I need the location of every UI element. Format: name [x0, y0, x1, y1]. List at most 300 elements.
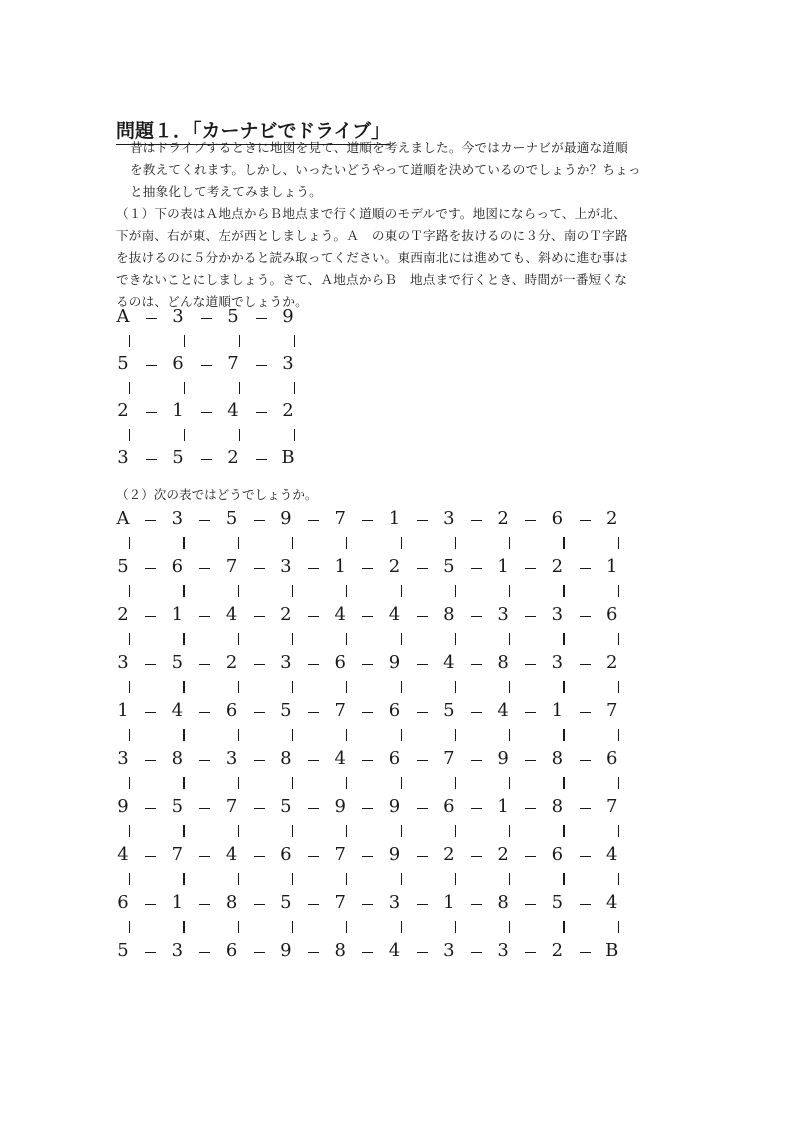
road-east-west	[471, 712, 482, 713]
road-east-west	[417, 664, 428, 665]
road-north-south	[563, 633, 564, 645]
road-east-west	[362, 664, 373, 665]
road-north-south	[238, 681, 239, 693]
road-east-west	[525, 712, 536, 713]
road-east-west	[580, 616, 591, 617]
road-east-west	[471, 952, 482, 953]
road-north-south	[129, 873, 130, 885]
road-east-west	[362, 952, 373, 953]
grid-cell: 2	[117, 400, 129, 421]
intro-line: と抽象化して考えてみましょう。	[130, 184, 322, 199]
grid-cell: 7	[227, 353, 239, 374]
grid-cell: 5	[227, 306, 239, 327]
grid-cell: 5	[443, 700, 455, 721]
grid-cell: 8	[497, 652, 509, 673]
grid-cell: 7	[225, 796, 238, 817]
grid-cell: 1	[443, 892, 455, 913]
grid-cell: 3	[171, 940, 184, 961]
grid-cell: 1	[334, 556, 346, 577]
grid-cell: 4	[388, 940, 401, 961]
grid-cell: 6	[334, 652, 346, 673]
road-north-south	[292, 633, 293, 645]
grid-cell: 9	[117, 796, 129, 817]
road-north-south	[238, 873, 239, 885]
grid-cell: 6	[388, 700, 401, 721]
question-1-line: 下が南、右が東、左が西としましょう。Ａ の東のＴ字路を抜けるのに３分、南のＴ字路	[116, 228, 628, 243]
grid-cell: 6	[605, 604, 618, 625]
road-east-west	[417, 808, 428, 809]
road-east-west	[417, 712, 428, 713]
question-1-line: できないことにしましょう。さて、Ａ地点からＢ 地点まで行くとき、時間が一番短くな	[116, 272, 627, 287]
road-north-south	[401, 873, 402, 885]
road-north-south	[129, 729, 130, 741]
road-north-south	[455, 585, 456, 597]
road-east-west	[362, 616, 373, 617]
road-north-south	[401, 537, 402, 549]
grid-cell: 8	[280, 748, 292, 769]
road-east-west	[580, 904, 591, 905]
road-north-south	[509, 633, 510, 645]
road-north-south	[129, 777, 130, 789]
grid-cell: 9	[334, 796, 346, 817]
road-east-west	[471, 616, 482, 617]
grid-cell: 3	[443, 940, 455, 961]
road-east-west	[145, 760, 156, 761]
road-north-south	[129, 537, 130, 549]
road-north-south	[618, 681, 619, 693]
grid-cell: 7	[334, 508, 346, 529]
grid-cell: 2	[225, 652, 238, 673]
grid-cell: 4	[171, 700, 184, 721]
road-east-west	[525, 520, 536, 521]
grid-cell: 7	[443, 748, 455, 769]
grid-cell: 2	[388, 556, 401, 577]
grid-cell: 5	[117, 940, 129, 961]
grid-cell: 6	[551, 844, 564, 865]
grid-cell: 8	[551, 796, 564, 817]
road-north-south	[292, 681, 293, 693]
grid-cell: 3	[117, 748, 129, 769]
grid-cell: 6	[225, 700, 238, 721]
grid-cell: 2	[551, 556, 564, 577]
road-north-south	[346, 825, 347, 837]
road-north-south	[238, 777, 239, 789]
road-east-west	[145, 856, 156, 857]
road-east-west	[254, 520, 265, 521]
grid-cell: 3	[282, 353, 294, 374]
grid-cell: 5	[171, 652, 184, 673]
road-east-west	[471, 856, 482, 857]
road-east-west	[417, 904, 428, 905]
road-east-west	[199, 520, 210, 521]
road-north-south	[346, 921, 347, 933]
grid-cell: 7	[334, 892, 346, 913]
grid-cell: 8	[443, 604, 455, 625]
grid-cell: 3	[171, 508, 184, 529]
road-north-south	[183, 729, 184, 741]
grid-cell: 2	[605, 508, 618, 529]
road-north-south	[509, 537, 510, 549]
road-east-west	[308, 856, 319, 857]
grid-cell: 3	[388, 892, 401, 913]
grid-cell: 9	[388, 652, 401, 673]
road-east-west	[471, 520, 482, 521]
road-north-south	[292, 777, 293, 789]
road-east-west	[580, 952, 591, 953]
road-north-south	[509, 777, 510, 789]
road-east-west	[308, 568, 319, 569]
grid-cell: 1	[171, 604, 184, 625]
road-north-south	[401, 921, 402, 933]
road-north-south	[618, 777, 619, 789]
road-north-south	[401, 825, 402, 837]
grid-cell: 6	[117, 892, 129, 913]
grid-cell: 2	[280, 604, 292, 625]
road-east-west	[254, 760, 265, 761]
road-north-south	[509, 825, 510, 837]
road-north-south	[401, 777, 402, 789]
grid-cell: 8	[551, 748, 564, 769]
grid-cell: 6	[280, 844, 292, 865]
grid-cell: 4	[497, 700, 509, 721]
road-east-west	[254, 616, 265, 617]
grid-cell: B	[605, 940, 619, 961]
road-east-west	[525, 952, 536, 953]
road-north-south	[346, 873, 347, 885]
road-east-west	[308, 904, 319, 905]
question-2-label: （２）次の表ではどうでしょうか。	[116, 487, 318, 502]
road-east-west	[199, 856, 210, 857]
road-east-west	[362, 808, 373, 809]
grid-cell: 2	[227, 447, 239, 468]
road-east-west	[471, 904, 482, 905]
road-north-south	[238, 633, 239, 645]
grid-cell: 5	[117, 353, 129, 374]
grid-cell: 4	[605, 892, 618, 913]
grid-cell: 7	[605, 700, 618, 721]
grid-cell: 7	[334, 844, 346, 865]
intro-line: を教えてくれます。しかし、いったいどうやって道順を決めているのでしょうか？ちょっ	[130, 162, 641, 177]
road-north-south	[183, 537, 184, 549]
road-north-south	[563, 585, 564, 597]
grid-cell: 4	[227, 400, 239, 421]
road-east-west	[254, 808, 265, 809]
problem-title: 問題１．「カーナビでドライブ」	[116, 116, 390, 145]
road-north-south	[618, 873, 619, 885]
grid-cell: 7	[171, 844, 184, 865]
grid-cell: 5	[225, 508, 238, 529]
grid-cell: 8	[171, 748, 184, 769]
road-north-south	[563, 729, 564, 741]
road-north-south	[618, 729, 619, 741]
grid-cell: 7	[334, 700, 346, 721]
road-north-south	[509, 681, 510, 693]
road-north-south	[183, 825, 184, 837]
road-east-west	[145, 520, 156, 521]
grid-cell: 6	[171, 556, 184, 577]
road-north-south	[183, 633, 184, 645]
road-east-west	[580, 856, 591, 857]
grid-cell: 7	[225, 556, 238, 577]
grid-cell: 6	[172, 353, 184, 374]
road-east-west	[308, 952, 319, 953]
road-north-south	[455, 873, 456, 885]
grid-cell: 3	[280, 556, 292, 577]
road-east-west	[145, 904, 156, 905]
road-east-west	[417, 856, 428, 857]
road-north-south	[455, 921, 456, 933]
road-east-west	[417, 616, 428, 617]
road-north-south	[346, 681, 347, 693]
grid-cell: 8	[334, 940, 346, 961]
grid-cell: 5	[172, 447, 184, 468]
question-1-line: （１）下の表はＡ地点からＢ地点まで行く道順のモデルです。地図にならって、上が北、	[116, 206, 626, 221]
road-east-west	[254, 568, 265, 569]
road-north-south	[455, 777, 456, 789]
road-north-south	[563, 681, 564, 693]
grid-cell: 2	[443, 844, 455, 865]
road-north-south	[292, 921, 293, 933]
grid-cell: 9	[280, 508, 292, 529]
road-east-west	[308, 520, 319, 521]
grid-cell: 5	[171, 796, 184, 817]
road-east-west	[308, 760, 319, 761]
grid-cell: 9	[388, 844, 401, 865]
grid-cell: 2	[605, 652, 618, 673]
road-east-west	[580, 760, 591, 761]
road-north-south	[455, 537, 456, 549]
road-east-west	[471, 568, 482, 569]
grid-cell: 4	[334, 604, 346, 625]
grid-cell: 3	[280, 652, 292, 673]
road-east-west	[254, 904, 265, 905]
road-east-west	[417, 952, 428, 953]
road-east-west	[199, 568, 210, 569]
grid-cell: 2	[497, 508, 509, 529]
road-north-south	[401, 729, 402, 741]
road-north-south	[401, 585, 402, 597]
road-north-south	[618, 633, 619, 645]
road-east-west	[471, 760, 482, 761]
road-east-west	[254, 952, 265, 953]
road-east-west	[145, 568, 156, 569]
grid-cell: 5	[551, 892, 564, 913]
grid-cell: 3	[497, 940, 509, 961]
road-north-south	[455, 825, 456, 837]
road-east-west	[145, 712, 156, 713]
grid-cell: 5	[280, 892, 292, 913]
road-east-west	[308, 712, 319, 713]
road-east-west	[580, 808, 591, 809]
grid-cell: 3	[497, 604, 509, 625]
grid-cell: 1	[497, 556, 509, 577]
road-north-south	[563, 825, 564, 837]
road-east-west	[199, 952, 210, 953]
road-east-west	[199, 712, 210, 713]
road-north-south	[455, 729, 456, 741]
grid-cell: 3	[443, 508, 455, 529]
road-north-south	[509, 873, 510, 885]
grid-cell: 4	[225, 844, 238, 865]
road-north-south	[618, 537, 619, 549]
grid-cell: B	[281, 447, 295, 468]
road-east-west	[199, 904, 210, 905]
road-north-south	[183, 873, 184, 885]
road-north-south	[346, 537, 347, 549]
road-east-west	[417, 760, 428, 761]
road-north-south	[292, 873, 293, 885]
road-north-south	[292, 585, 293, 597]
grid-cell: 9	[282, 306, 294, 327]
road-north-south	[129, 921, 130, 933]
road-east-west	[254, 856, 265, 857]
road-north-south	[618, 825, 619, 837]
road-east-west	[145, 664, 156, 665]
road-north-south	[563, 777, 564, 789]
road-north-south	[238, 729, 239, 741]
road-north-south	[129, 825, 130, 837]
road-east-west	[525, 856, 536, 857]
road-east-west	[525, 616, 536, 617]
road-north-south	[292, 537, 293, 549]
road-east-west	[145, 952, 156, 953]
road-east-west	[308, 664, 319, 665]
grid-cell: 1	[605, 556, 618, 577]
grid-cell: 6	[551, 508, 564, 529]
grid-cell: 5	[443, 556, 455, 577]
grid-cell: 5	[280, 700, 292, 721]
road-east-west	[580, 520, 591, 521]
grid-cell: 1	[171, 892, 184, 913]
grid-cell: 3	[551, 652, 564, 673]
road-east-west	[308, 808, 319, 809]
grid-cell: 6	[388, 748, 401, 769]
road-east-west	[580, 568, 591, 569]
grid-cell: 3	[117, 447, 129, 468]
grid-cell: 5	[117, 556, 129, 577]
road-north-south	[618, 585, 619, 597]
road-east-west	[580, 712, 591, 713]
grid-cell: 2	[117, 604, 129, 625]
road-east-west	[525, 760, 536, 761]
road-north-south	[129, 633, 130, 645]
grid-cell: 1	[117, 700, 129, 721]
grid-cell: 4	[117, 844, 129, 865]
grid-cell: 3	[117, 652, 129, 673]
road-north-south	[292, 825, 293, 837]
road-east-west	[417, 568, 428, 569]
grid-cell: 4	[605, 844, 618, 865]
road-north-south	[618, 921, 619, 933]
grid-cell: 6	[605, 748, 618, 769]
road-east-west	[362, 856, 373, 857]
road-north-south	[509, 729, 510, 741]
road-east-west	[199, 760, 210, 761]
road-north-south	[183, 777, 184, 789]
road-east-west	[199, 616, 210, 617]
grid-cell: 1	[172, 400, 184, 421]
road-north-south	[238, 537, 239, 549]
road-east-west	[471, 808, 482, 809]
grid-cell: 3	[172, 306, 184, 327]
grid-cell: 9	[388, 796, 401, 817]
intro-line: 昔はドライブするときに地図を見て、道順を考えました。今ではカーナビが最適な道順	[130, 140, 628, 155]
road-north-south	[346, 729, 347, 741]
road-north-south	[401, 681, 402, 693]
road-north-south	[401, 633, 402, 645]
road-north-south	[238, 825, 239, 837]
grid-cell: 6	[225, 940, 238, 961]
road-north-south	[183, 681, 184, 693]
road-north-south	[238, 585, 239, 597]
road-north-south	[563, 873, 564, 885]
question-1-line: を抜けるのに５分かかると読み取ってください。東西南北には進めても、斜めに進む事は	[116, 250, 628, 265]
grid-cell: 8	[225, 892, 238, 913]
road-north-south	[455, 681, 456, 693]
road-east-west	[199, 808, 210, 809]
grid-cell: 1	[388, 508, 401, 529]
road-north-south	[292, 729, 293, 741]
road-east-west	[199, 664, 210, 665]
road-east-west	[525, 904, 536, 905]
road-east-west	[362, 904, 373, 905]
road-north-south	[129, 681, 130, 693]
road-north-south	[129, 585, 130, 597]
road-north-south	[346, 633, 347, 645]
grid-cell: 9	[497, 748, 509, 769]
road-north-south	[509, 921, 510, 933]
grid-cell: 3	[225, 748, 238, 769]
grid-cell: 4	[334, 748, 346, 769]
grid-cell: A	[116, 306, 130, 327]
road-east-west	[254, 712, 265, 713]
grid-cell: 2	[497, 844, 509, 865]
road-north-south	[238, 921, 239, 933]
grid-cell: 6	[443, 796, 455, 817]
grid-cell: 8	[497, 892, 509, 913]
grid-cell: 9	[280, 940, 292, 961]
road-north-south	[509, 585, 510, 597]
road-east-west	[362, 520, 373, 521]
grid-cell: A	[116, 508, 130, 529]
road-east-west	[417, 520, 428, 521]
road-north-south	[563, 921, 564, 933]
road-east-west	[145, 616, 156, 617]
grid-cell: 7	[605, 796, 618, 817]
road-north-south	[346, 777, 347, 789]
road-east-west	[362, 568, 373, 569]
road-north-south	[563, 537, 564, 549]
road-east-west	[362, 712, 373, 713]
road-north-south	[455, 633, 456, 645]
road-east-west	[580, 664, 591, 665]
grid-cell: 3	[551, 604, 564, 625]
road-east-west	[525, 568, 536, 569]
grid-cell: 4	[225, 604, 238, 625]
question-1-line: るのは、どんな道順でしょうか。	[116, 294, 308, 309]
road-east-west	[308, 616, 319, 617]
grid-cell: 4	[388, 604, 401, 625]
road-east-west	[254, 664, 265, 665]
grid-cell: 4	[443, 652, 455, 673]
road-north-south	[346, 585, 347, 597]
grid-cell: 5	[280, 796, 292, 817]
grid-cell: 1	[551, 700, 564, 721]
grid-cell: 2	[551, 940, 564, 961]
grid-cell: 2	[282, 400, 294, 421]
road-east-west	[525, 664, 536, 665]
grid-cell: 1	[497, 796, 509, 817]
